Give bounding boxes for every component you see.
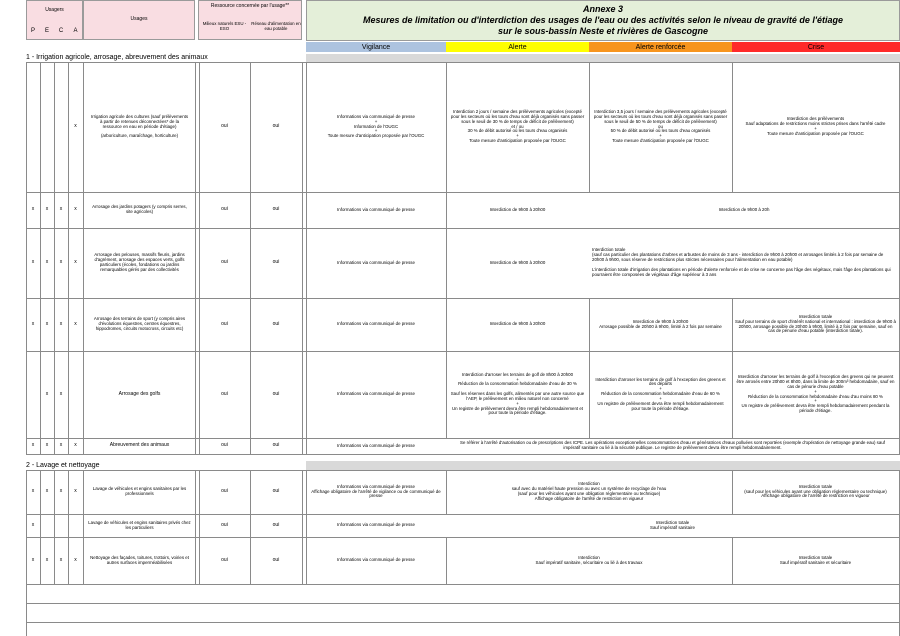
vigilance-cell: Informations via communiqué de presse [337,321,415,327]
usage-cell: Arrosage des terrains de sport (y compris aires d'évolutions équestres, centres équestres, hippodromes, circuits motocross, circuits etc) [93,316,186,331]
usager-col-p: P [30,27,35,34]
annex-title [306,0,900,41]
row-mark [26,351,40,438]
crise-cell: Interdiction totale Sauf pour terrains de sport d'intérêt national et international : interdiction de 9h00 à 20h00, arrosage possible de 20h00 à 9h00, limité à 2 fois par semaine, sauf en cas de pénurie d'eau potable (interdiction totale). [735,313,896,334]
resource-aep-cell: oui [272,123,280,130]
row-mark: x [74,488,77,495]
row-mark: x [59,259,63,266]
alerte-renforcee-cell: Interdiction d'arroser les terrains de golf à l'exception des greens et des départs + Réduction de la consommation hebdomadaire d'eau de 60 % + Un registre de prélèvement devra être rempli hebdomadairement pour toute la période d'étiage. [595,376,726,411]
usagers-label: Usagers [45,7,64,14]
title-line-3: sur le sous-bassin Neste et rivières de Gascogne [497,26,709,37]
usage-cell: Arrosage des jardins potagers (y compris serres, site agricoles) [92,204,187,214]
vigilance-cell: Informations via communiqué de presse [337,442,415,448]
vigilance-cell: Informations via communiqué de presse [337,259,415,265]
resource-aep-cell: oui [272,556,280,563]
crise-cell: Interdiction des prélèvements Sauf adaptations de restrictions moins strictes prises dans l'arrêté cadre + Toute mesure d'anticipation proposée par l'OUGC [745,116,886,136]
row-mark: x [45,488,49,495]
merged-measure-cell: Interdiction totale Sauf impératif sanitaire [650,519,695,530]
row-mark: x [59,206,63,213]
row-mark: x [59,390,63,397]
resource-esu-cell: oui [221,123,228,130]
usager-col-c: C [58,27,64,34]
resource-aep-cell: oui [272,390,280,397]
row-mark: x [74,442,77,449]
alerte-renforcee-cell: Interdiction 3,5 jours / semaine des prélèvements agricoles (excepté pour les secteurs où les tours d'eau sont déjà organisés sans passer sous le seuil de 50 % de temps de déficit de prélèvement) ou 50 % de débit autorisé où les tours d'eau organisés + Toute mesure d'anticipation proposée par l'OUGC [593,109,728,144]
vigilance-cell: Informations via communiqué de presse [337,206,415,212]
alerte-renforcee-cell: Interdiction de 9h00 à 20h00 Arrosage possible de 20h00 à 9h00, limité à 2 fois par semaine [599,318,722,329]
grid-line [26,454,900,455]
grid-line [26,622,900,623]
alerte-renforcee-cell: Interdiction Sauf impératif sanitaire, sécuritaire ou lié à des travaux [535,554,643,565]
resource-esu-cell: oui [221,259,228,266]
resource-esu-cell: oui [221,521,228,528]
vigilance-cell: Informations via communiqué de presse [337,391,415,397]
renforcee-crise-cell: Interdiction de 9h00 à 20h [718,206,770,212]
row-mark: x [31,442,35,449]
grid-line [26,603,900,604]
usager-col-a: A [73,27,78,34]
grid-line [26,584,900,585]
row-mark: x [31,521,35,528]
row-mark [68,514,83,537]
title-line-1: Annexe 3 [582,3,624,14]
usage-cell: Nettoyage des façades, toitures, trottoirs, voiries et autres surfaces imperméabilisées [90,554,189,565]
row-mark: x [59,320,63,327]
grid-line [195,62,196,454]
level-crise: Crise [732,42,900,52]
row-mark [40,514,54,537]
row-mark: x [45,206,49,213]
alerte-cell: Interdiction 2 jours / semaine des prélèvements agricoles (excepté pour les secteurs où les tours d'eau sont déjà organisés sans passer sous le seuil de 30 % de temps de déficit de prélèvement) et / ou 30 % de débit autorisé où les tours d'eau organisés + Toute mesure d'anticipation proposée par l'OUGC [450,109,585,144]
vigilance-cell: Informations via communiqué de presse [337,522,415,528]
section-1-title: 1 - Irrigation agricole, arrosage, abreuvement des animaux [26,54,208,61]
crise-cell: Interdiction totale (sauf pour les véhicules ayant une obligation réglementaire ou technique) Affichage obligatoire de l'arrêté de restriction en vigueur [744,483,887,499]
row-mark: x [45,442,49,449]
alerte-cell: Interdiction de 9h00 à 20h00 [489,321,546,327]
row-mark: x [59,442,63,449]
resource-esu-cell: oui [221,442,228,449]
crise-cell: Interdiction totale Sauf impératif sanitaire et sécuritaire [779,554,852,565]
title-line-2: Mesures de limitation ou d'interdiction des usages de l'eau ou des activités selon le niveau de gravité de l'étiage [362,14,844,25]
section-1-bar [306,54,900,62]
resource-aep-cell: oui [272,488,280,495]
grid-line [302,62,303,454]
vigilance-cell: Informations via communiqué de presse [337,557,415,563]
row-mark: x [31,556,35,563]
usage-cell: Arrosage des golfs [118,390,161,397]
row-mark: x [59,488,63,495]
alerte-cell: Interdiction d'arroser les terrains de golf de 8h00 à 20h00 + Réduction de la consommation hebdomadaire d'eau de 30 % Sauf les réserves dans les golfs, alimentés par une autre source que l'AEP, le prélèvement en milieu naturel non concerné + Un registre de prélèvement devra être rempli hebdomadairement et pour toute la période d'étiage. [450,371,585,416]
resource-esu-cell: oui [221,320,228,327]
resource-aep-cell: oui [272,206,280,213]
resource-esu-cell: oui [221,556,228,563]
usage-cell: Lavage de véhicules et engins sanitaires privés chez les particuliers [88,519,191,530]
usages-label: Usages [130,16,148,23]
alerte-renforcee-cell: Interdiction sauf avec du matériel haute pression ou avec un système de recyclage de l'eau (sauf pour les véhicules ayant une obligation réglementaire ou technique) Affichage obligatoire de l'arrêté de restriction en vigueur [511,481,667,501]
level-alerte: Alerte [446,42,589,52]
usage-cell: Irrigation agricole des cultures (sauf prélèvements à partir de retenues déconnectées* de la ressource en eau en période d'étiage) (arboriculture, maraîchage, horticulture) [90,113,189,139]
vigilance-cell: Informations via communiqué de presse Affichage obligatoire de l'arrêté de vigilance ou de communiqué de presse [311,483,441,499]
resource-esu-cell: oui [221,488,228,495]
crise-cell: Interdiction d'arroser les terrains de golf à l'exception des greens qui ne peuvent être arrosés entre 20h00 et 8h00, dans la limite de 300m³ hebdomadaire, sauf en cas de pénurie d'eau potable + Réduction de la consommation hebdomadaire d'eau d'au moins 80 % + Un registre de prélèvement devra être rempli hebdomadairement pendant la période d'étiage. [736,374,895,414]
row-mark: x [74,556,77,563]
alerte-cell: Interdiction de 9h00 à 20h00 [489,206,546,212]
row-mark: x [31,320,35,327]
row-mark: x [74,320,77,327]
row-mark: x [31,206,35,213]
row-mark: x [74,206,77,213]
row-mark: x [45,320,49,327]
row-mark: x [45,259,49,266]
level-vigilance: Vigilance [306,42,446,52]
vigilance-cell: Informations via communiqué de presse + Information de l'OUGC + Toute mesure d'anticipation proposée par l'OUGC [327,113,425,139]
row-mark: x [45,390,49,397]
row-mark [54,514,68,537]
usager-col-e: E [44,27,49,34]
row-mark [26,62,40,192]
merged-measure-cell: Se référer à l'arrêté d'autorisation ou de prescriptions des ICPE. Les opérations exceptionnelles consommatrices d'eau et génératrices d'eaux polluées sont reportées (exemple d'opération de nettoyage grande eau) sauf impératif sanitaire ou lié à la sécurité publique. Le registre de prélèvement devra être rempli hebdomadairement. [460,440,885,450]
row-mark [68,351,83,438]
row-mark [40,62,54,192]
resource-esu-cell: oui [221,206,228,213]
resource-esu-cell: oui [221,390,228,397]
row-mark: x [74,259,77,266]
ressource-label: Ressource concernée par l'usage** [210,3,290,10]
usage-cell: Lavage de véhicules et engins sanitaires par les professionnels [92,486,187,496]
grid-line [195,470,196,584]
resource-aep-cell: oui [272,320,280,327]
usage-cell: Abreuvement des animaux [109,442,170,449]
row-mark: x [45,556,49,563]
grid-line [302,470,303,584]
row-mark: x [31,488,35,495]
row-mark: x [31,259,35,266]
level-alerte-renforcee: Alerte renforcée [589,42,732,52]
row-mark: x [59,556,63,563]
row-mark: x [74,123,77,130]
resource-aep-cell: oui [272,259,280,266]
row-mark [54,62,68,192]
section-2-bar [306,461,900,470]
renforcee-crise-cell: Interdiction totale (sauf cas particulier des plantations d'arbres et arbustes de moins de 3 ans - interdiction de 9h00 à 20h00 et arrosages limités à 2 fois par semaine de 20h00 à 9h00, sous réserve de restrictions plus strictes nécessaires pour l'alimentation en eau potable) L'interdiction totale d'irrigation des plantations en période d'alerte renforcée et de crise ne concerne pas l'âge des végétaux, mais l'âge des plantations qui pourraient être composées de végétaux d'âge supérieur à 3 ans [592,247,891,277]
ressource-sub-esu: Milieux naturels ESU - ESO [202,21,247,31]
alerte-cell: Interdiction de 9h00 à 20h00 [489,259,546,265]
ressource-sub-aep: Réseau d'alimentation en eau potable [251,21,301,31]
resource-aep-cell: oui [272,442,280,449]
section-2-title: 2 - Lavage et nettoyage [26,461,100,469]
resource-aep-cell: oui [272,521,280,528]
usage-cell: Arrosage des pelouses, massifs fleuris, jardins d'agrément, arrosage des espaces verts, golfs particuliers (écoles, fondations ou jardins remarquables gérés par des collectivités [94,252,185,272]
